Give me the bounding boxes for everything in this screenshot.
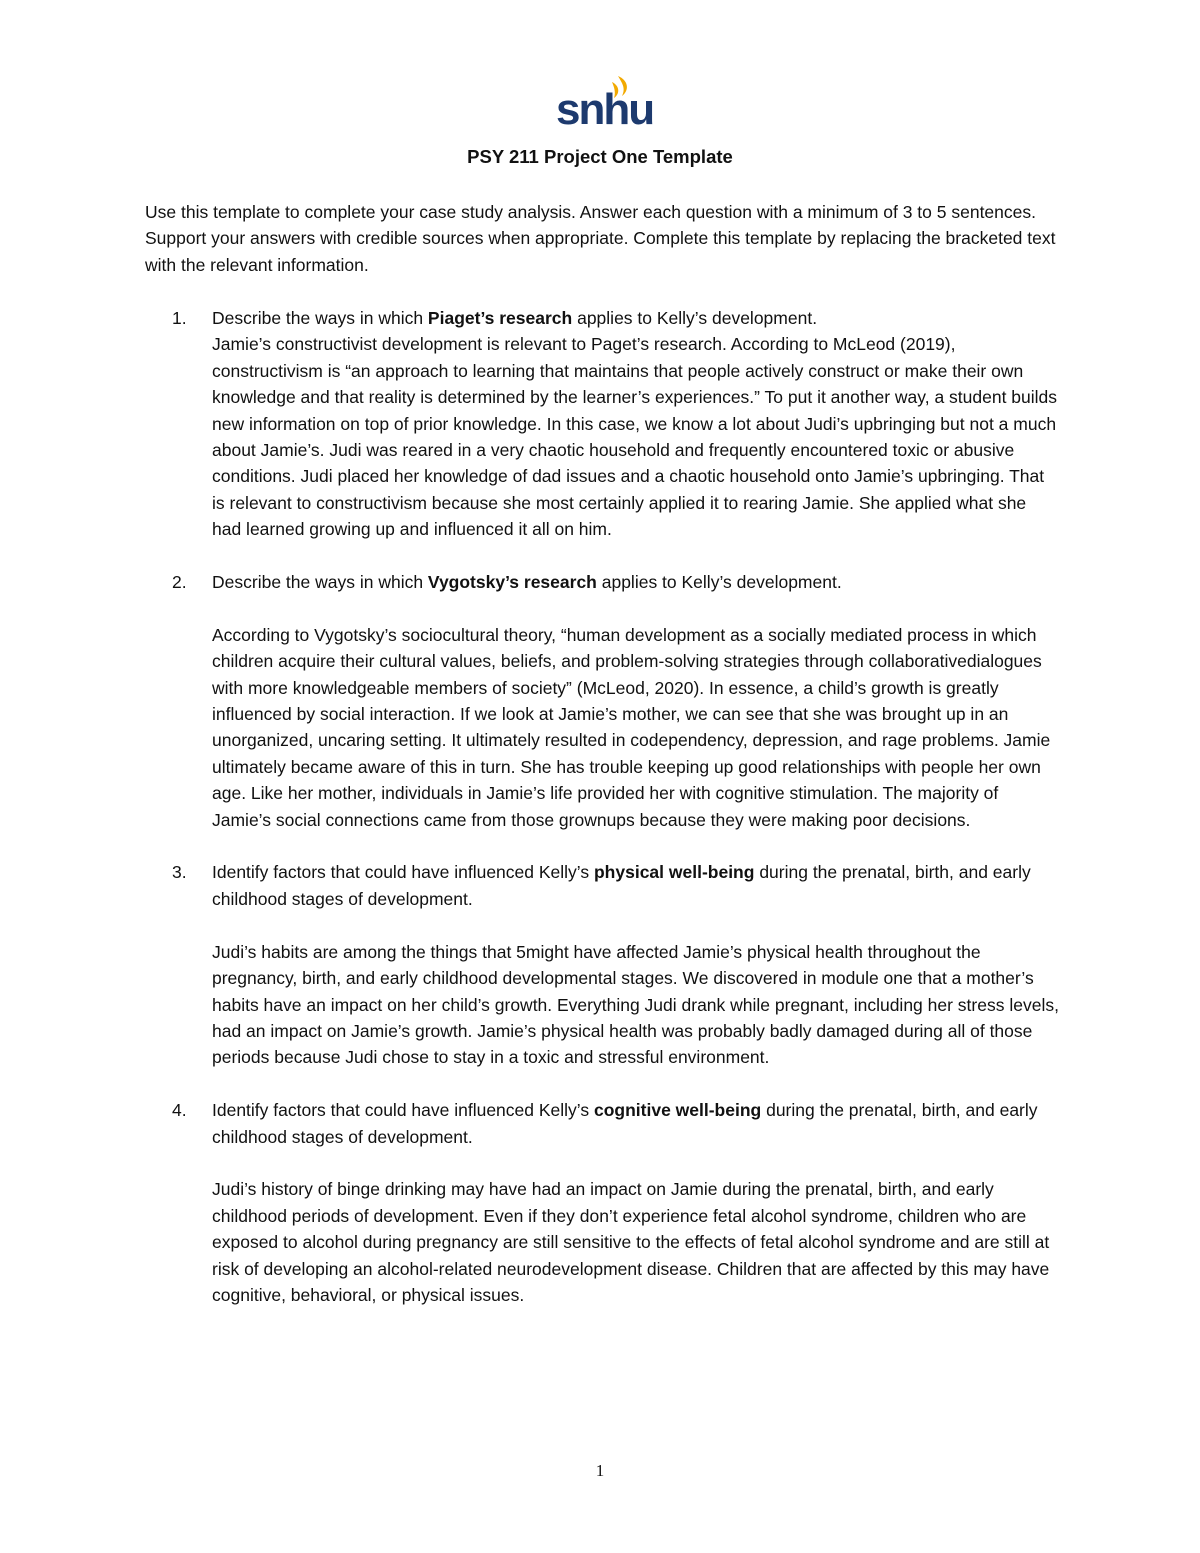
page-number: 1	[595, 1461, 605, 1480]
intro-paragraph: Use this template to complete your case study analysis. Answer each question with a minimum of 3 to 5 sentences. Support your answers with credible sources when appropriate. Complete this template by replacing the bracketed text with the relevant information.	[145, 202, 1056, 275]
answer-text: Jamie’s constructivist development is relevant to Paget’s research. According to McLeod (2019), constructivism is “an approach to learning that maintains that people actively construct or make their own knowledge and that reality is determined by the learner’s experiences.” To put it another way, a student builds new information on top of prior knowledge. In this case, we know a lot about Judi’s upbringing but not a much about Jamie’s. Judi was reared in a very chaotic household and frequently encountered toxic or abusive conditions. Judi placed her knowledge of dad issues and a chaotic household onto Jamie’s upbringing. That is relevant to constructivism because she most certainly applied it to rearing Jamie. She applied what she had learned growing up and influenced it all on him.	[212, 334, 1058, 540]
question-text: Describe the ways in which Piaget’s research applies to Kelly’s development.	[212, 308, 818, 328]
item-number: 3.	[172, 862, 187, 883]
list-item	[145, 1097, 1060, 1308]
logo-wordmark: snhu	[556, 85, 654, 134]
list-item	[145, 569, 1060, 833]
question-text: Identify factors that could have influenced Kelly’s cognitive well-being during the prenatal, birth, and early childhood stages of development.	[212, 1100, 1038, 1147]
item-number: 2.	[172, 572, 187, 593]
list-item	[145, 859, 1060, 1070]
question-text: Identify factors that could have influenced Kelly’s physical well-being during the prenatal, birth, and early childhood stages of development.	[212, 862, 1031, 909]
question-list	[145, 305, 1060, 1308]
item-number: 4.	[172, 1100, 187, 1121]
question-text: Describe the ways in which Vygotsky’s research applies to Kelly’s development.	[212, 572, 842, 593]
page-title: PSY 211 Project One Template	[467, 146, 733, 167]
list-item	[145, 305, 1060, 543]
item-number: 1.	[172, 308, 187, 328]
answer-text: Judi’s history of binge drinking may have had an impact on Jamie during the prenatal, birth, and early childhood periods of development. Even if they don’t experience fetal alcohol syndrome, children who are exposed to alcohol during pregnancy are still sensitive to the effects of fetal alcohol syndrome and are still at risk of developing an alcohol-related neurodevelopment disease. Children that are affected by this may have cognitive, behavioral, or physical issues.	[212, 1179, 1050, 1305]
answer-text: According to Vygotsky’s sociocultural theory, “human development as a socially mediated process in which children acquire their cultural values, beliefs, and problem-solving strategies through collaborativedialogues with more knowledgeable members of society” (McLeod, 2020). In essence, a child’s growth is greatly influenced by social interaction. If we look at Jamie’s mother, we can see that she was brought up in an unorganized, uncaring setting. It ultimately resulted in codependency, depression, and rage problems. Jamie ultimately became aware of this in turn. She has trouble keeping up good relationships with people her own age. Like her mother, individuals in Jamie’s life provided her with cognitive stimulation. The majority of Jamie’s social connections came from those grownups because they were making poor decisions.	[212, 624, 1051, 830]
snhu-logo	[556, 74, 654, 134]
answer-text: Judi’s habits are among the things that 5might have affected Jamie’s physical health throughout the pregnancy, birth, and early childhood developmental stages. We discovered in module one that a mother’s habits have an impact on her child’s growth. Everything Judi drank while pregnant, including her stress levels, had an impact on Jamie’s growth. Jamie’s physical health was probably badly damaged during all of those periods because Judi chose to stay in a toxic and stressful environment.	[212, 941, 1059, 1068]
